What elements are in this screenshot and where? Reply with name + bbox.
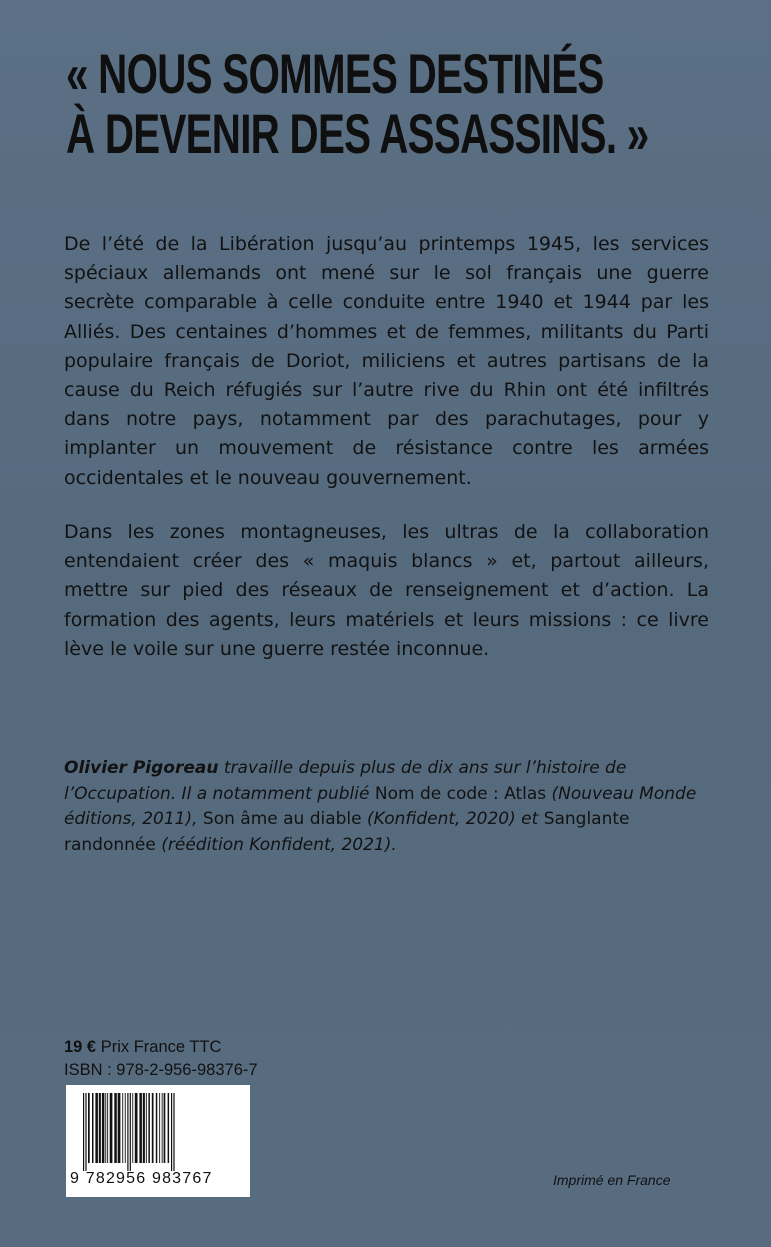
- barcode-bar: [156, 1093, 158, 1163]
- barcode-bar: [99, 1093, 101, 1163]
- barcode-bar: [132, 1093, 133, 1163]
- barcode-bar: [143, 1093, 145, 1163]
- barcode-bar: [105, 1093, 106, 1163]
- barcode-digits: 9 782956 983767: [70, 1170, 213, 1187]
- author-name: Olivier Pigoreau: [64, 758, 219, 778]
- book-title-3: Sanglante randonnée: [64, 809, 630, 855]
- book-title-1: Nom de code : Atlas: [374, 783, 547, 804]
- barcode-bar: [168, 1093, 170, 1163]
- barcode-bar: [135, 1093, 138, 1163]
- summary-paragraph-1: De l’été de la Libération jusqu’au printemps 1945, les services spéciaux allemands ont mené sur le sol français une guerre secrète comparable à celle conduite entre 1940 et 1944 par les Alliés. Des centaines d’hommes et de femmes, militants du Parti populaire français de Doriot, miliciens et autres partisans de la cause du Reich réfugiés sur l’autre rive du Rhin ont été infiltrés dans notre pays, notamment par des parachutages, pour y implanter un mouvement de résistance contre les armées occidentales et le nouveau gouvernement.: [64, 233, 709, 489]
- barcode-bar: [95, 1093, 98, 1163]
- headline-quote: [66, 42, 649, 165]
- barcode-bar: [171, 1093, 172, 1171]
- author-bio: [64, 756, 709, 858]
- barcode-bar: [83, 1093, 84, 1171]
- headline-line-1: « NOUS SOMMES DESTINÉS: [66, 42, 604, 105]
- barcode-bar: [159, 1093, 160, 1163]
- barcode-bar: [85, 1093, 86, 1171]
- price-line: [64, 1036, 258, 1059]
- bio-text-1: travaille depuis plus de dix ans sur l’histoire de l’Occupation. Il a notamment publié: [64, 758, 627, 804]
- barcode-bar: [107, 1093, 108, 1163]
- barcode-bar: [102, 1093, 105, 1163]
- price-label: Prix France TTC: [96, 1038, 222, 1056]
- barcode-bars: [82, 1093, 242, 1171]
- barcode-bar: [173, 1093, 174, 1171]
- bio-text-4: (réédition Konfident, 2021).: [155, 834, 397, 855]
- barcode-bar: [127, 1093, 128, 1171]
- barcode-bar: [92, 1093, 94, 1163]
- barcode: [66, 1085, 250, 1197]
- barcode-bar: [152, 1093, 154, 1163]
- barcode-bar: [88, 1093, 90, 1163]
- barcode-bar: [125, 1093, 126, 1163]
- barcode-bar: [130, 1093, 131, 1171]
- barcode-bar: [139, 1093, 142, 1163]
- price-block: [64, 1036, 258, 1082]
- isbn-line: ISBN : 978-2-956-98376-7: [64, 1061, 258, 1079]
- barcode-bar: [164, 1093, 166, 1163]
- barcode-bar: [146, 1093, 147, 1163]
- barcode-bar: [114, 1093, 117, 1163]
- barcode-bar: [162, 1093, 163, 1163]
- bio-text-3: (Konfident, 2020) et: [361, 809, 544, 829]
- summary-paragraph-2: Dans les zones montagneuses, les ultras de la collaboration entendaient créer des « maquis blancs » et, partout ailleurs, mettre sur pied des réseaux de renseignement et d’action. La formation des agents, leurs matériels et leurs missions : ce livre lève le voile sur une guerre restée inconnue.: [64, 521, 709, 660]
- bio-text-2: (Nouveau Monde éditions, 2011),: [64, 783, 697, 829]
- barcode-bar: [118, 1093, 121, 1163]
- headline-line-2: À DEVENIR DES ASSASSINS. »: [66, 102, 649, 165]
- barcode-bar: [148, 1093, 150, 1163]
- book-title-2: Son âme au diable: [202, 809, 362, 829]
- barcode-bar: [122, 1093, 123, 1163]
- barcode-bar: [110, 1093, 113, 1163]
- price-amount: 19 €: [64, 1038, 97, 1056]
- printed-in-france: Imprimé en France: [553, 1172, 671, 1188]
